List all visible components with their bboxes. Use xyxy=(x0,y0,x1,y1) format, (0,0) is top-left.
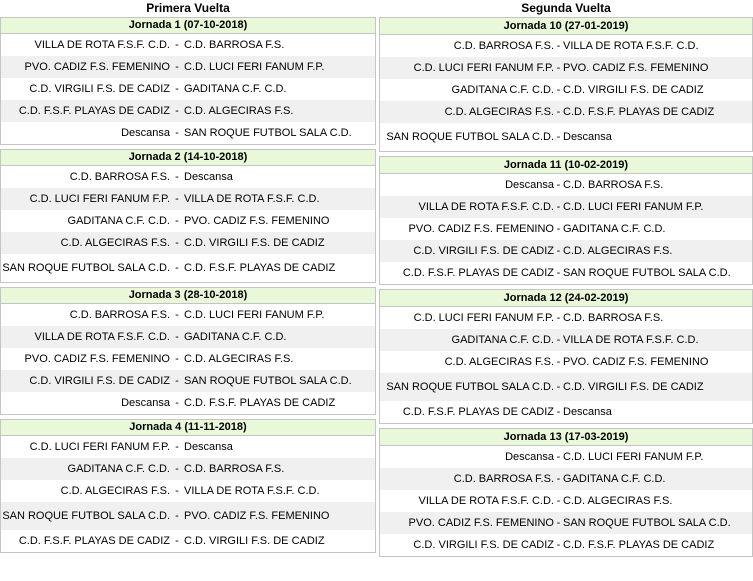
home-team: C.D. VIRGILI F.S. DE CADIZ xyxy=(413,244,554,257)
away-team: Descansa xyxy=(563,406,612,418)
match-separator: - xyxy=(175,397,179,409)
away-team: C.D. ALGECIRAS F.S. xyxy=(563,495,673,507)
match-separator: - xyxy=(175,262,179,274)
home-team: VILLA DE ROTA F.S.F. C.D. xyxy=(418,200,554,213)
jornada-title: Jornada 1 (07-10-2018) xyxy=(1,18,375,34)
jornada-block xyxy=(379,17,753,152)
match-row xyxy=(1,326,375,348)
match-row xyxy=(1,458,375,480)
home-team: Descansa xyxy=(121,396,170,409)
home-team: Descansa xyxy=(505,450,554,463)
match-separator: - xyxy=(175,61,179,73)
jornada-block xyxy=(0,419,376,553)
match-row xyxy=(380,262,752,284)
away-team: C.D. LUCI FERI FANUM F.P. xyxy=(184,309,325,321)
match-row xyxy=(1,254,375,282)
home-team: C.D. LUCI FERI FANUM F.P. xyxy=(413,61,554,74)
match-row xyxy=(1,392,375,414)
away-team: C.D. BARROSA F.S. xyxy=(563,312,664,324)
match-separator: - xyxy=(175,463,179,475)
match-separator: - xyxy=(556,381,561,393)
match-separator: - xyxy=(175,171,179,183)
jornada-title: Jornada 2 (14-10-2018) xyxy=(1,150,375,166)
home-team: SAN ROQUE FUTBOL SALA C.D. xyxy=(386,380,554,393)
away-team: C.D. LUCI FERI FANUM F.P. xyxy=(563,201,704,213)
match-row xyxy=(380,57,752,79)
match-separator: - xyxy=(175,535,179,547)
away-team: C.D. ALGECIRAS F.S. xyxy=(563,245,673,257)
away-team: VILLA DE ROTA F.S.F. C.D. xyxy=(184,485,320,497)
away-team: SAN ROQUE FUTBOL SALA C.D. xyxy=(563,517,731,529)
home-team: C.D. F.S.F. PLAYAS DE CADIZ xyxy=(18,534,170,547)
home-team: SAN ROQUE FUTBOL SALA C.D. xyxy=(386,130,554,143)
match-row xyxy=(1,188,375,210)
away-team: C.D. BARROSA F.S. xyxy=(563,179,664,191)
away-team: SAN ROQUE FUTBOL SALA C.D. xyxy=(184,127,352,139)
home-team: C.D. F.S.F. PLAYAS DE CADIZ xyxy=(402,266,554,279)
home-team: Descansa xyxy=(121,126,170,139)
home-team: PVO. CADIZ F.S. FEMENINO xyxy=(408,222,554,235)
away-team: VILLA DE ROTA F.S.F. C.D. xyxy=(563,40,699,52)
match-separator: - xyxy=(175,105,179,117)
match-separator: - xyxy=(175,39,179,51)
match-row xyxy=(380,35,752,57)
match-separator: - xyxy=(556,267,561,279)
match-separator: - xyxy=(556,245,561,257)
match-separator: - xyxy=(175,331,179,343)
home-team: GADITANA C.F. C.D. xyxy=(67,462,170,475)
jornada-block xyxy=(0,287,376,415)
match-row xyxy=(380,79,752,101)
away-team: Descansa xyxy=(184,171,233,183)
away-team: C.D. F.S.F. PLAYAS DE CADIZ xyxy=(563,106,715,118)
match-separator: - xyxy=(556,539,561,551)
home-team: C.D. BARROSA F.S. xyxy=(453,472,554,485)
match-row xyxy=(380,351,752,373)
match-separator: - xyxy=(556,356,561,368)
jornada-block xyxy=(0,149,376,283)
home-team: C.D. BARROSA F.S. xyxy=(69,170,170,183)
match-separator: - xyxy=(175,353,179,365)
match-separator: - xyxy=(556,517,561,529)
match-row xyxy=(380,373,752,401)
jornada-title: Jornada 4 (11-11-2018) xyxy=(1,420,375,436)
away-team: GADITANA C.F. C.D. xyxy=(184,83,287,95)
match-row xyxy=(1,348,375,370)
match-row xyxy=(1,34,375,56)
home-team: VILLA DE ROTA F.S.F. C.D. xyxy=(418,494,554,507)
match-row xyxy=(380,196,752,218)
home-team: VILLA DE ROTA F.S.F. C.D. xyxy=(34,38,170,51)
match-row xyxy=(380,240,752,262)
match-row xyxy=(380,174,752,196)
jornada-block xyxy=(0,17,376,145)
home-team: C.D. LUCI FERI FANUM F.P. xyxy=(413,311,554,324)
match-row xyxy=(380,101,752,123)
home-team: C.D. VIRGILI F.S. DE CADIZ xyxy=(413,538,554,551)
home-team: PVO. CADIZ F.S. FEMENINO xyxy=(24,352,170,365)
match-separator: - xyxy=(556,106,561,118)
match-separator: - xyxy=(556,179,561,191)
home-team: C.D. BARROSA F.S. xyxy=(453,39,554,52)
home-team: GADITANA C.F. C.D. xyxy=(67,214,170,227)
primera-vuelta-column xyxy=(0,0,376,557)
match-separator: - xyxy=(556,495,561,507)
away-team: Descansa xyxy=(563,131,612,143)
jornada-block xyxy=(379,156,753,285)
home-team: GADITANA C.F. C.D. xyxy=(451,83,554,96)
match-row xyxy=(380,534,752,556)
away-team: C.D. F.S.F. PLAYAS DE CADIZ xyxy=(184,397,336,409)
match-separator: - xyxy=(175,237,179,249)
match-separator: - xyxy=(556,312,561,324)
match-row xyxy=(380,401,752,423)
match-separator: - xyxy=(556,223,561,235)
match-separator: - xyxy=(175,83,179,95)
segunda-vuelta-column xyxy=(379,0,753,561)
away-team: C.D. ALGECIRAS F.S. xyxy=(184,353,294,365)
match-separator: - xyxy=(175,127,179,139)
home-team: C.D. ALGECIRAS F.S. xyxy=(444,105,554,118)
match-row xyxy=(1,100,375,122)
match-separator: - xyxy=(556,131,561,143)
away-team: PVO. CADIZ F.S. FEMENINO xyxy=(184,215,330,227)
match-row xyxy=(380,490,752,512)
away-team: PVO. CADIZ F.S. FEMENINO xyxy=(563,356,709,368)
match-row xyxy=(1,78,375,100)
match-row xyxy=(1,122,375,144)
home-team: C.D. ALGECIRAS F.S. xyxy=(60,236,170,249)
home-team: C.D. F.S.F. PLAYAS DE CADIZ xyxy=(402,405,554,418)
match-row xyxy=(1,56,375,78)
away-team: C.D. ALGECIRAS F.S. xyxy=(184,105,294,117)
away-team: SAN ROQUE FUTBOL SALA C.D. xyxy=(563,267,731,279)
jornada-title: Jornada 3 (28-10-2018) xyxy=(1,288,375,304)
away-team: PVO. CADIZ F.S. FEMENINO xyxy=(563,62,709,74)
match-separator: - xyxy=(556,451,561,463)
match-separator: - xyxy=(175,309,179,321)
home-team: VILLA DE ROTA F.S.F. C.D. xyxy=(34,330,170,343)
away-team: C.D. BARROSA F.S. xyxy=(184,39,285,51)
match-separator: - xyxy=(556,201,561,213)
away-team: C.D. VIRGILI F.S. DE CADIZ xyxy=(563,84,704,96)
match-row xyxy=(380,468,752,490)
home-team: C.D. BARROSA F.S. xyxy=(69,308,170,321)
match-row xyxy=(1,304,375,326)
home-team: PVO. CADIZ F.S. FEMENINO xyxy=(24,60,170,73)
segunda-vuelta-title: Segunda Vuelta xyxy=(521,1,611,15)
match-separator: - xyxy=(175,215,179,227)
away-team: GADITANA C.F. C.D. xyxy=(563,473,666,485)
home-team: SAN ROQUE FUTBOL SALA C.D. xyxy=(2,509,170,522)
match-row xyxy=(1,530,375,552)
match-row xyxy=(380,218,752,240)
match-separator: - xyxy=(556,473,561,485)
away-team: Descansa xyxy=(184,441,233,453)
away-team: VILLA DE ROTA F.S.F. C.D. xyxy=(184,193,320,205)
match-row xyxy=(1,370,375,392)
away-team: C.D. VIRGILI F.S. DE CADIZ xyxy=(563,381,704,393)
jornada-title: Jornada 12 (24-02-2019) xyxy=(380,290,752,307)
home-team: SAN ROQUE FUTBOL SALA C.D. xyxy=(2,261,170,274)
match-separator: - xyxy=(556,406,561,418)
match-row xyxy=(380,329,752,351)
home-team: C.D. LUCI FERI FANUM F.P. xyxy=(29,192,170,205)
match-separator: - xyxy=(175,375,179,387)
match-separator: - xyxy=(175,510,179,522)
away-team: C.D. F.S.F. PLAYAS DE CADIZ xyxy=(184,262,336,274)
away-team: C.D. LUCI FERI FANUM F.P. xyxy=(563,451,704,463)
jornada-block xyxy=(379,428,753,557)
home-team: C.D. LUCI FERI FANUM F.P. xyxy=(29,440,170,453)
match-separator: - xyxy=(556,84,561,96)
match-row xyxy=(380,307,752,329)
away-team: GADITANA C.F. C.D. xyxy=(563,223,666,235)
home-team: C.D. VIRGILI F.S. DE CADIZ xyxy=(29,374,170,387)
match-row xyxy=(1,502,375,530)
match-row xyxy=(1,166,375,188)
match-row xyxy=(380,512,752,534)
home-team: PVO. CADIZ F.S. FEMENINO xyxy=(408,516,554,529)
away-team: C.D. VIRGILI F.S. DE CADIZ xyxy=(184,237,325,249)
match-separator: - xyxy=(175,485,179,497)
away-team: SAN ROQUE FUTBOL SALA C.D. xyxy=(184,375,352,387)
match-row xyxy=(380,123,752,151)
match-separator: - xyxy=(556,62,561,74)
primera-vuelta-title: Primera Vuelta xyxy=(146,1,230,15)
match-row xyxy=(1,436,375,458)
away-team: C.D. F.S.F. PLAYAS DE CADIZ xyxy=(563,539,715,551)
away-team: C.D. LUCI FERI FANUM F.P. xyxy=(184,61,325,73)
away-team: VILLA DE ROTA F.S.F. C.D. xyxy=(563,334,699,346)
jornada-block xyxy=(379,289,753,424)
home-team: GADITANA C.F. C.D. xyxy=(451,333,554,346)
home-team: C.D. ALGECIRAS F.S. xyxy=(444,355,554,368)
match-row xyxy=(1,480,375,502)
home-team: C.D. ALGECIRAS F.S. xyxy=(60,484,170,497)
match-separator: - xyxy=(556,40,561,52)
match-row xyxy=(1,210,375,232)
match-separator: - xyxy=(175,441,179,453)
jornada-title: Jornada 11 (10-02-2019) xyxy=(380,157,752,174)
match-row xyxy=(1,232,375,254)
home-team: C.D. F.S.F. PLAYAS DE CADIZ xyxy=(18,104,170,117)
match-row xyxy=(380,446,752,468)
jornada-title: Jornada 10 (27-01-2019) xyxy=(380,18,752,35)
away-team: PVO. CADIZ F.S. FEMENINO xyxy=(184,510,330,522)
home-team: Descansa xyxy=(505,178,554,191)
jornada-title: Jornada 13 (17-03-2019) xyxy=(380,429,752,446)
away-team: GADITANA C.F. C.D. xyxy=(184,331,287,343)
away-team: C.D. VIRGILI F.S. DE CADIZ xyxy=(184,535,325,547)
away-team: C.D. BARROSA F.S. xyxy=(184,463,285,475)
match-separator: - xyxy=(556,334,561,346)
match-separator: - xyxy=(175,193,179,205)
home-team: C.D. VIRGILI F.S. DE CADIZ xyxy=(29,82,170,95)
